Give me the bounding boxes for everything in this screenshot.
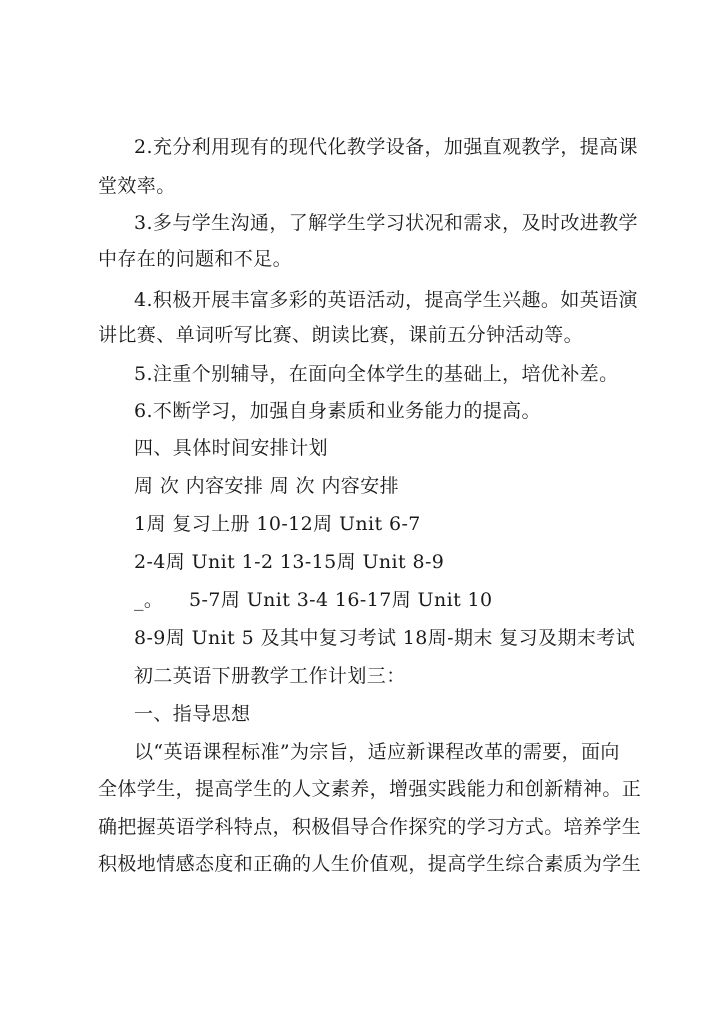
text-line-3: 3.多与学生沟通，了解学生学习状况和需求，及时改进教学: [134, 212, 638, 234]
text-line-19: 确把握英语学科特点，积极倡导合作探究的学习方式。培养学生: [98, 816, 642, 838]
text-line-1: 2.充分利用现有的现代化教学设备，加强直观教学，提高课: [134, 136, 638, 158]
section-heading: 四、具体时间安排计划: [134, 437, 329, 459]
text-line-8: 6.不断学习，加强自身素质和业务能力的提高。: [134, 400, 541, 422]
text-line-5: 4.积极开展丰富多彩的英语活动，提高学生兴趣。如英语演: [134, 289, 638, 311]
text-line-7: 5.注重个别辅导，在面向全体学生的基础上，培优补差。: [134, 363, 619, 385]
text-line-4: 中存在的问题和不足。: [98, 248, 293, 270]
guiding-heading: 一、指导思想: [134, 703, 251, 725]
text-line-17: 以“英语课程标准”为宗旨，适应新课程改革的需要，面向: [134, 741, 620, 763]
text-line-18: 全体学生，提高学生的人文素养，增强实践能力和创新精神。正: [98, 778, 642, 800]
schedule-header: 周 次 内容安排 周 次 内容安排: [134, 475, 399, 497]
schedule-row-4: 8-9周 Unit 5 及其中复习考试 18周-期末 复习及期末考试: [134, 627, 636, 649]
text-line-6: 讲比赛、单词听写比赛、朗读比赛，课前五分钟活动等。: [98, 324, 584, 346]
schedule-row-1: 1周 复习上册 10-12周 Unit 6-7: [134, 513, 421, 535]
schedule-row-3: _。 5-7周 Unit 3-4 16-17周 Unit 10: [134, 589, 493, 611]
text-line-20: 积极地情感态度和正确的人生价值观，提高学生综合素质为学生: [98, 853, 642, 875]
text-line-2: 堂效率。: [98, 175, 176, 197]
schedule-row-2: 2-4周 Unit 1-2 13-15周 Unit 8-9: [134, 551, 445, 573]
plan-title: 初二英语下册教学工作计划三：: [134, 665, 406, 687]
